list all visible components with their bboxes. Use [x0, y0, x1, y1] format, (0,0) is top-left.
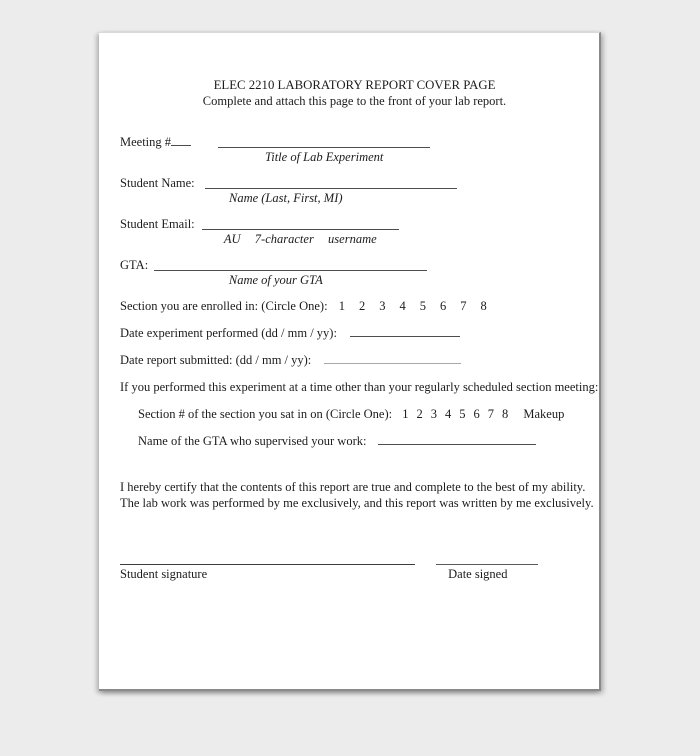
gta-field: [154, 257, 427, 288]
date-signed-field: [436, 551, 538, 582]
field-section-enrolled: [120, 298, 589, 314]
circle-option: 3: [379, 299, 386, 313]
makeup-note: If you performed this experiment at a time other than your regularly scheduled section meeting:: [120, 380, 599, 394]
student-email-caption: AU 7-character username: [223, 232, 377, 246]
gta-label: GTA:: [120, 258, 149, 272]
date-performed-label: Date experiment performed (dd / mm / yy):: [120, 326, 337, 340]
circle-option: 2: [416, 407, 423, 421]
field-date-performed: [120, 325, 589, 341]
experiment-title-field: [218, 134, 430, 165]
circle-option: 7: [460, 299, 467, 313]
circle-option: 6: [473, 407, 480, 421]
certification-line-1: I hereby certify that the contents of this report are true and complete to the best of my ability.: [120, 480, 586, 494]
supervising-gta-blank: [378, 433, 536, 445]
meeting-number-blank: [171, 134, 191, 146]
meeting-number-label: Meeting #: [120, 135, 172, 149]
lab-report-cover-page: [99, 32, 601, 691]
field-section-sat-in: [138, 406, 589, 422]
student-email-label: Student Email:: [120, 217, 195, 231]
student-name-label: Student Name:: [120, 176, 195, 190]
circle-option: 5: [419, 299, 426, 313]
document-header: [120, 77, 589, 109]
student-email-blank: [202, 216, 399, 230]
circle-option: 7: [487, 407, 494, 421]
circle-option: 1: [338, 299, 345, 313]
gta-caption: Name of your GTA: [228, 273, 323, 287]
student-email-field: [202, 216, 399, 247]
circle-option: 4: [444, 407, 452, 421]
circle-option: 8: [480, 299, 487, 313]
circle-option: 4: [399, 299, 406, 313]
circle-option: 6: [439, 299, 447, 313]
field-student-email: [120, 216, 589, 247]
field-supervising-gta: [138, 433, 589, 449]
section-sat-in-label: Section # of the section you sat in on (Circle One):: [138, 407, 393, 421]
section-enrolled-options: [339, 298, 487, 314]
section-sat-in-options: [402, 406, 508, 422]
document-title: ELEC 2210 LABORATORY REPORT COVER PAGE: [213, 78, 496, 92]
field-meeting-number: [120, 134, 589, 165]
makeup-option: Makeup: [523, 407, 565, 421]
student-name-blank: [205, 175, 457, 189]
certification-statement: [120, 479, 594, 511]
student-signature-field: [120, 551, 415, 582]
student-name-field: [205, 175, 457, 206]
section-enrolled-label: Section you are enrolled in: (Circle One):: [120, 299, 328, 313]
circle-option: 8: [501, 407, 509, 421]
student-signature-label: Student signature: [120, 567, 208, 581]
date-signed-blank: [436, 551, 538, 565]
signature-block: [120, 551, 589, 582]
certification-line-2: The lab work was performed by me exclusively, and this report was written by me exclusively.: [120, 496, 594, 510]
supervising-gta-label: Name of the GTA who supervised your work:: [138, 434, 367, 448]
circle-option: 1: [402, 407, 409, 421]
gta-blank: [154, 257, 427, 271]
date-submitted-label: Date report submitted: (dd / mm / yy):: [120, 353, 312, 367]
field-date-submitted: [120, 352, 589, 368]
document-subtitle: Complete and attach this page to the front of your lab report.: [202, 94, 507, 108]
field-gta: [120, 257, 589, 288]
field-student-name: [120, 175, 589, 206]
student-name-caption: Name (Last, First, MI): [228, 191, 343, 205]
date-performed-blank: [350, 325, 460, 337]
experiment-title-caption: Title of Lab Experiment: [264, 150, 384, 164]
experiment-title-blank: [218, 134, 430, 148]
circle-option: 2: [358, 299, 366, 313]
student-signature-blank: [120, 551, 415, 565]
date-signed-label: Date signed: [448, 567, 508, 581]
circle-option: 3: [430, 407, 437, 421]
date-submitted-blank: [324, 352, 461, 364]
circle-option: 5: [459, 407, 466, 421]
